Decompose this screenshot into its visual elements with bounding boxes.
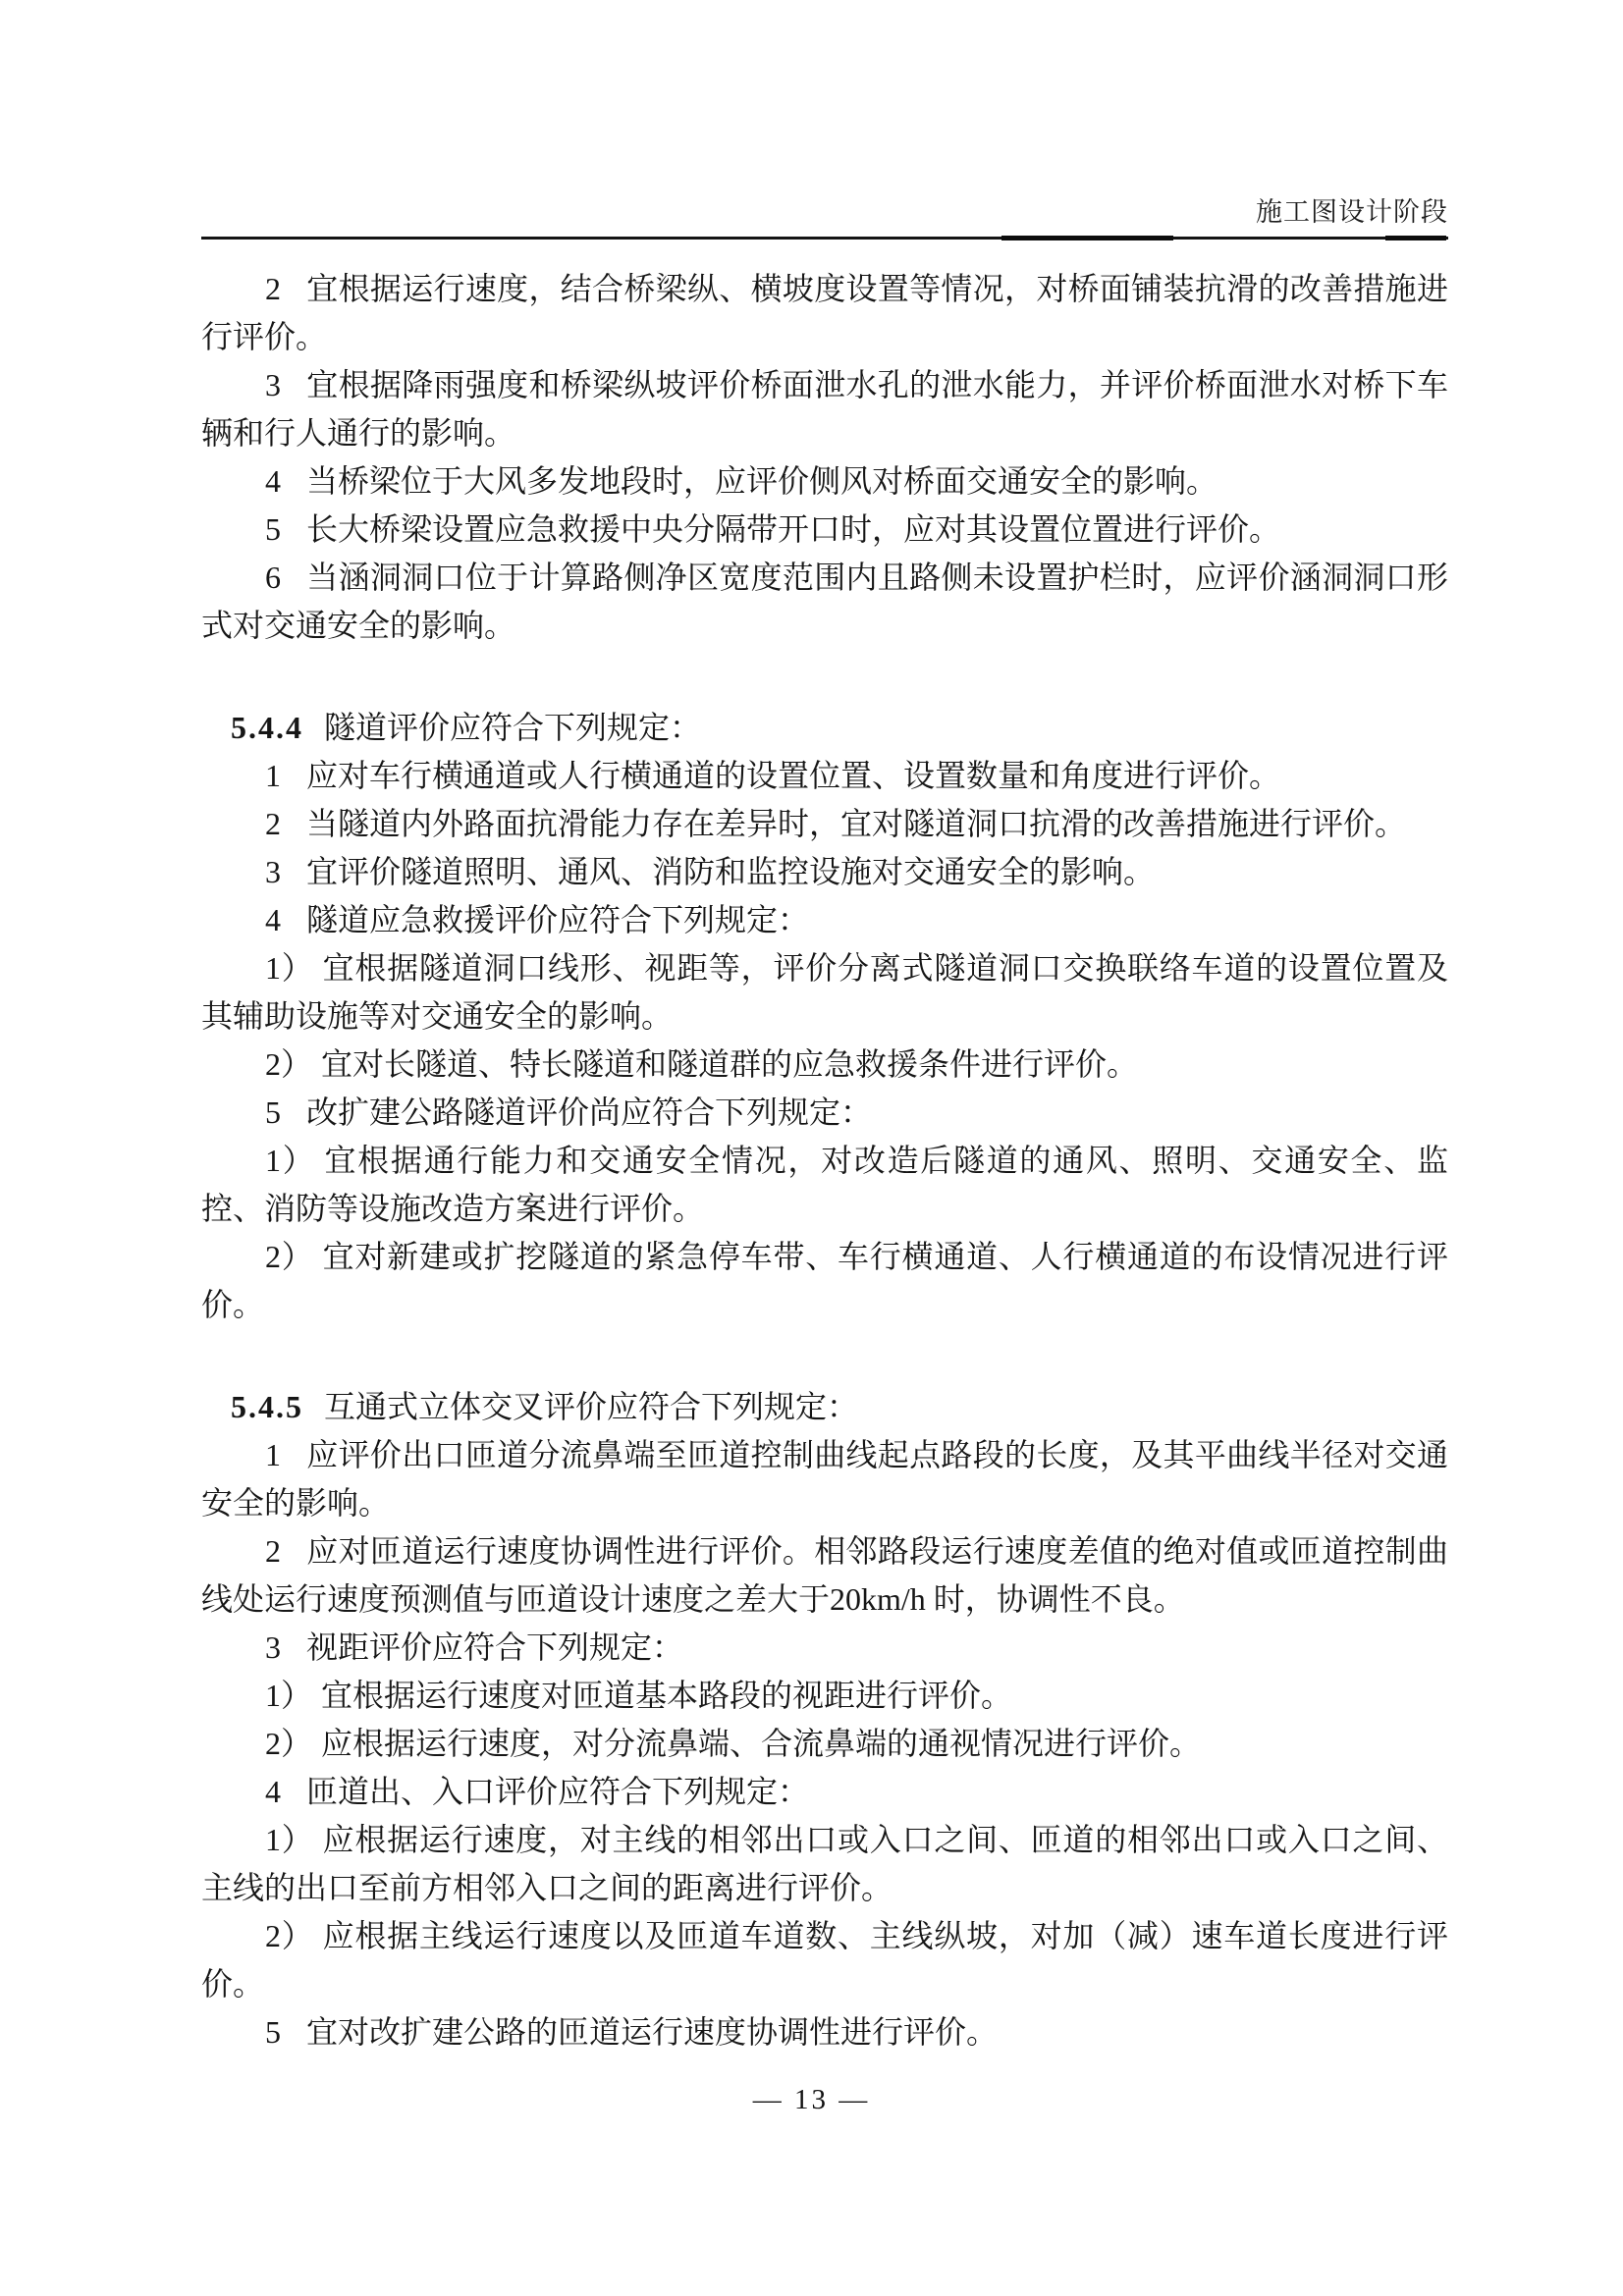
clause-number: 1） <box>265 950 314 986</box>
clause-text: 长大桥梁设置应急救援中央分隔带开口时，应对其设置位置进行评价。 <box>306 511 1281 547</box>
clause-paragraph <box>201 1431 1448 1527</box>
clause-paragraph <box>201 704 1448 752</box>
clause-paragraph <box>201 1089 1448 1137</box>
clause-number: 6 <box>265 560 281 595</box>
clause-paragraph <box>201 1624 1448 1672</box>
clause-paragraph <box>201 1041 1448 1089</box>
clause-number: 4 <box>265 1774 281 1809</box>
header-rule <box>201 237 1448 240</box>
clause-text: 当桥梁位于大风多发地段时，应评价侧风对桥面交通安全的影响。 <box>306 463 1218 499</box>
clause-paragraph <box>201 944 1448 1041</box>
clause-paragraph <box>201 896 1448 944</box>
clause-number: 1） <box>265 1678 313 1713</box>
clause-number: 1 <box>265 1437 281 1472</box>
clause-paragraph <box>201 1816 1448 1912</box>
clause-number: 1 <box>265 758 281 793</box>
clause-text: 当涵洞洞口位于计算路侧净区宽度范围内且路侧未设置护栏时，应评价涵洞洞口形式对交通安全的影响。 <box>201 560 1448 643</box>
clause-paragraph <box>201 1720 1448 1768</box>
clause-paragraph <box>201 265 1448 361</box>
clause-number: 2 <box>265 1533 281 1569</box>
clause-text: 宜对新建或扩挖隧道的紧急停车带、车行横通道、人行横通道的布设情况进行评价。 <box>201 1239 1448 1322</box>
clause-paragraph <box>201 361 1448 457</box>
clause-number: 5 <box>265 2014 281 2050</box>
clause-text: 应对车行横通道或人行横通道的设置位置、设置数量和角度进行评价。 <box>306 758 1281 793</box>
clause-text: 宜根据隧道洞口线形、视距等，评价分离式隧道洞口交换联络车道的设置位置及其辅助设施等对交通安全的影响。 <box>201 950 1448 1034</box>
clause-text: 隧道应急救援评价应符合下列规定： <box>306 902 810 937</box>
clause-text: 宜根据运行速度对匝道基本路段的视距进行评价。 <box>321 1678 1013 1713</box>
clause-number: 3 <box>265 854 281 889</box>
clause-number: 4 <box>265 463 281 499</box>
clause-paragraph <box>201 1383 1448 1431</box>
clause-paragraph <box>201 554 1448 650</box>
clause-number: 2） <box>265 1239 314 1274</box>
clause-paragraph <box>201 1672 1448 1720</box>
clause-text: 改扩建公路隧道评价尚应符合下列规定： <box>306 1095 873 1130</box>
clause-number: 5.4.4 <box>231 710 303 745</box>
clause-text: 宜评价隧道照明、通风、消防和监控设施对交通安全的影响。 <box>306 854 1156 889</box>
clause-text: 应根据主线运行速度以及匝道车道数、主线纵坡，对加（减）速车道长度进行评价。 <box>201 1918 1448 2002</box>
clause-text: 宜根据通行能力和交通安全情况，对改造后隧道的通风、照明、交通安全、监控、消防等设施改造方案进行评价。 <box>201 1143 1448 1226</box>
clause-number: 2） <box>265 1726 313 1761</box>
clause-text: 宜对改扩建公路的匝道运行速度协调性进行评价。 <box>306 2014 999 2050</box>
clause-text: 当隧道内外路面抗滑能力存在差异时，宜对隧道洞口抗滑的改善措施进行评价。 <box>306 806 1407 841</box>
clause-text: 隧道评价应符合下列规定： <box>324 710 702 745</box>
clause-number: 3 <box>265 367 281 402</box>
clause-text: 应根据运行速度，对分流鼻端、合流鼻端的通视情况进行评价。 <box>321 1726 1202 1761</box>
page-number: — 13 — <box>752 2084 871 2115</box>
clause-text: 视距评价应符合下列规定： <box>306 1629 684 1665</box>
clause-text: 匝道出、入口评价应符合下列规定： <box>306 1774 810 1809</box>
clause-paragraph <box>201 1137 1448 1233</box>
clause-text: 应根据运行速度，对主线的相邻出口或入口之间、匝道的相邻出口或入口之间、主线的出口至前方相邻入口之间的距离进行评价。 <box>201 1822 1448 1905</box>
clause-paragraph <box>201 848 1448 896</box>
clause-text: 应评价出口匝道分流鼻端至匝道控制曲线起点路段的长度，及其平曲线半径对交通安全的影响。 <box>201 1437 1448 1521</box>
clause-paragraph <box>201 1233 1448 1329</box>
clause-paragraph <box>201 1527 1448 1624</box>
clause-number: 4 <box>265 902 281 937</box>
clause-text: 应对匝道运行速度协调性进行评价。相邻路段运行速度差值的绝对值或匝道控制曲线处运行速度预测值与匝道设计速度之差大于20km/h 时，协调性不良。 <box>201 1533 1448 1617</box>
clause-number: 5.4.5 <box>231 1389 303 1424</box>
clause-text: 宜根据降雨强度和桥梁纵坡评价桥面泄水孔的泄水能力，并评价桥面泄水对桥下车辆和行人通行的影响。 <box>201 367 1448 451</box>
clause-number: 2 <box>265 806 281 841</box>
clause-number: 1） <box>265 1822 314 1857</box>
clause-number: 5 <box>265 511 281 547</box>
clause-paragraph <box>201 1912 1448 2008</box>
clause-paragraph <box>201 2008 1448 2056</box>
running-head-label: 施工图设计阶段 <box>1256 197 1448 227</box>
clause-number: 1） <box>265 1143 316 1178</box>
clause-number: 2） <box>265 1918 314 1953</box>
clause-paragraph <box>201 1768 1448 1816</box>
clause-number: 3 <box>265 1629 281 1665</box>
clause-paragraph <box>201 457 1448 506</box>
clause-number: 5 <box>265 1095 281 1130</box>
clause-paragraph <box>201 800 1448 848</box>
document-body <box>201 265 1448 2056</box>
clause-paragraph <box>201 506 1448 554</box>
clause-text: 宜根据运行速度，结合桥梁纵、横坡度设置等情况，对桥面铺装抗滑的改善措施进行评价。 <box>201 271 1448 354</box>
clause-paragraph <box>201 752 1448 800</box>
clause-text: 宜对长隧道、特长隧道和隧道群的应急救援条件进行评价。 <box>321 1046 1139 1082</box>
clause-number: 2 <box>265 271 281 306</box>
clause-number: 2） <box>265 1046 313 1082</box>
clause-text: 互通式立体交叉评价应符合下列规定： <box>324 1389 859 1424</box>
